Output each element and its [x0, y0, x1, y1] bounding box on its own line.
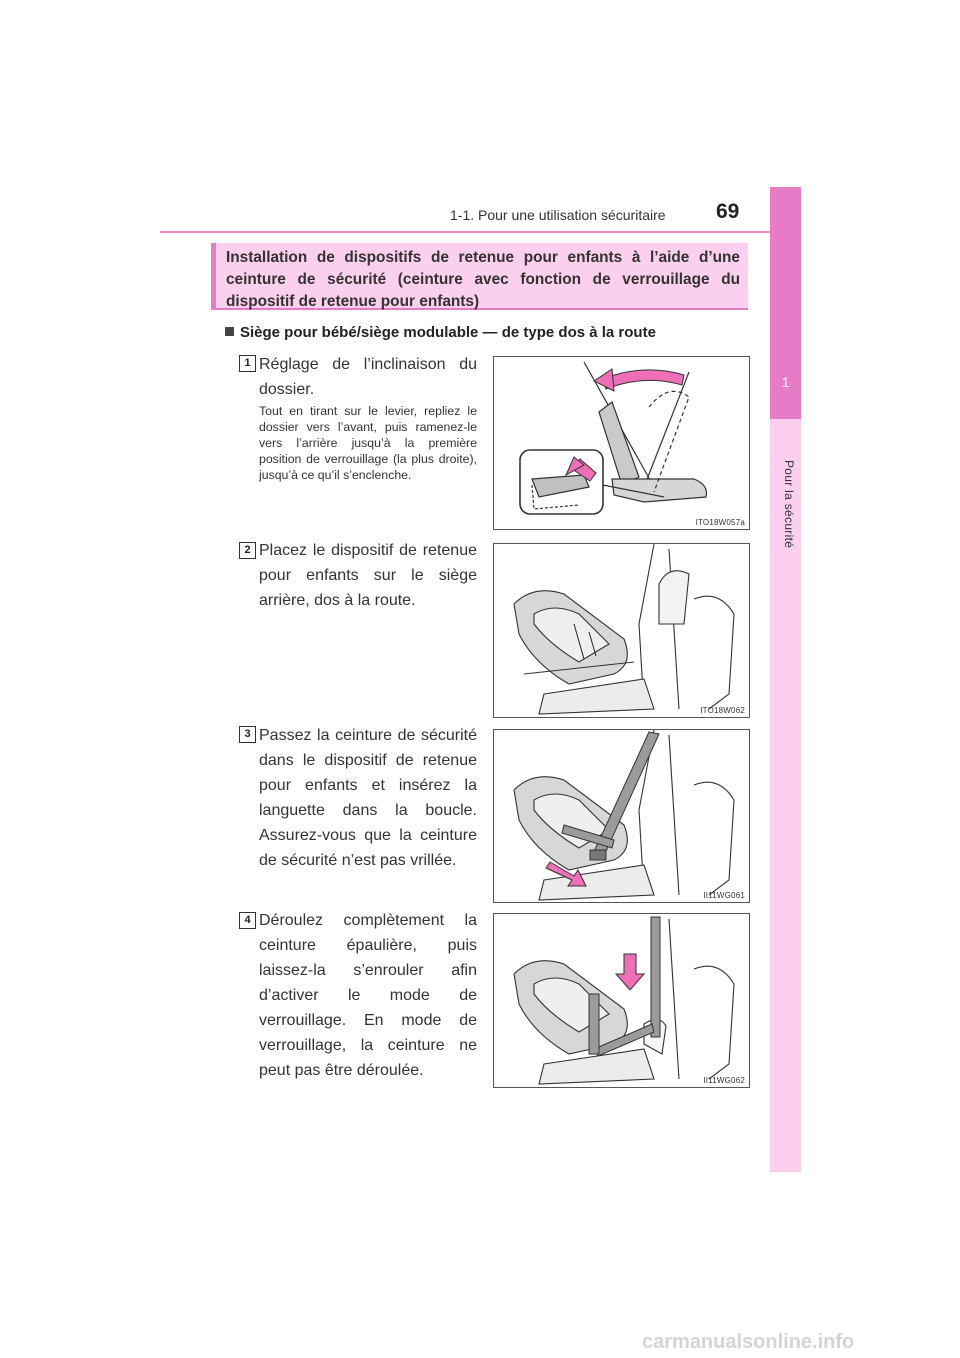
watermark-logo — [640, 1324, 960, 1358]
seat-recline-illustration — [494, 357, 750, 530]
figure-seatback-recline — [493, 356, 750, 530]
figure-lock-retractor — [493, 913, 750, 1088]
figure-code: ITO18W057a — [695, 518, 745, 527]
chapter-number: 1 — [781, 374, 790, 390]
figure-thread-belt — [493, 729, 750, 903]
watermark-text: carmanualsonline.info — [642, 1331, 855, 1353]
retractor-lock-illustration — [494, 914, 750, 1088]
belt-threading-illustration — [494, 730, 750, 903]
section-title: Installation de dispositifs de retenue pour enfants à l’aide d’une ceinture de sécurité (ceinture avec fonction de verrouillage du dispositif de retenue pour enfants) — [226, 249, 740, 310]
step-number-3: 3 — [239, 726, 256, 743]
step-2-text: Placez le dispositif de retenue pour enfants sur le siège arrière, dos à la route. — [259, 542, 477, 609]
child-seat-placement-illustration — [494, 544, 750, 718]
figure-place-child-seat — [493, 543, 750, 718]
figure-code: ITO18W062 — [700, 706, 745, 715]
step-4-text: Déroulez complètement la ceinture épaulière, puis laissez-la s’enrouler afin d’activer le mode de verrouillage. En mode de verrouillage, la ceinture ne peut pas être déroulée. — [259, 912, 477, 1079]
chapter-label: Pour la sécurité — [782, 460, 796, 549]
square-bullet-icon — [225, 327, 234, 336]
running-header-section: 1-1. Pour une utilisation sécuritaire — [450, 207, 666, 223]
step-number-4: 4 — [239, 912, 256, 929]
subsection-title: Siège pour bébé/siège modulable — de type dos à la route — [240, 324, 656, 341]
page-number: 69 — [716, 200, 740, 223]
step-1-note: Tout en tirant sur le levier, repliez le dossier vers l’avant, puis ramenez-le vers l’arrière jusqu’à la première position de verrouillage (la plus droite), jusqu’à ce qu’il s’enclenche. — [259, 404, 477, 482]
subsection-heading — [225, 324, 656, 341]
figure-code: II11WG061 — [703, 891, 745, 900]
header-rule — [160, 231, 800, 233]
step-1-text: Réglage de l’inclinaison du dossier. — [259, 356, 477, 398]
figure-code: II11WG062 — [703, 1076, 745, 1085]
step-number-2: 2 — [239, 542, 256, 559]
step-3-text: Passez la ceinture de sécurité dans le dispositif de retenue pour enfants et insérez la languette dans la boucle. Assurez-vous que la ceinture de sécurité n’est pas vrillée. — [259, 727, 477, 869]
section-title-box — [211, 243, 748, 310]
step-number-1: 1 — [239, 355, 256, 372]
